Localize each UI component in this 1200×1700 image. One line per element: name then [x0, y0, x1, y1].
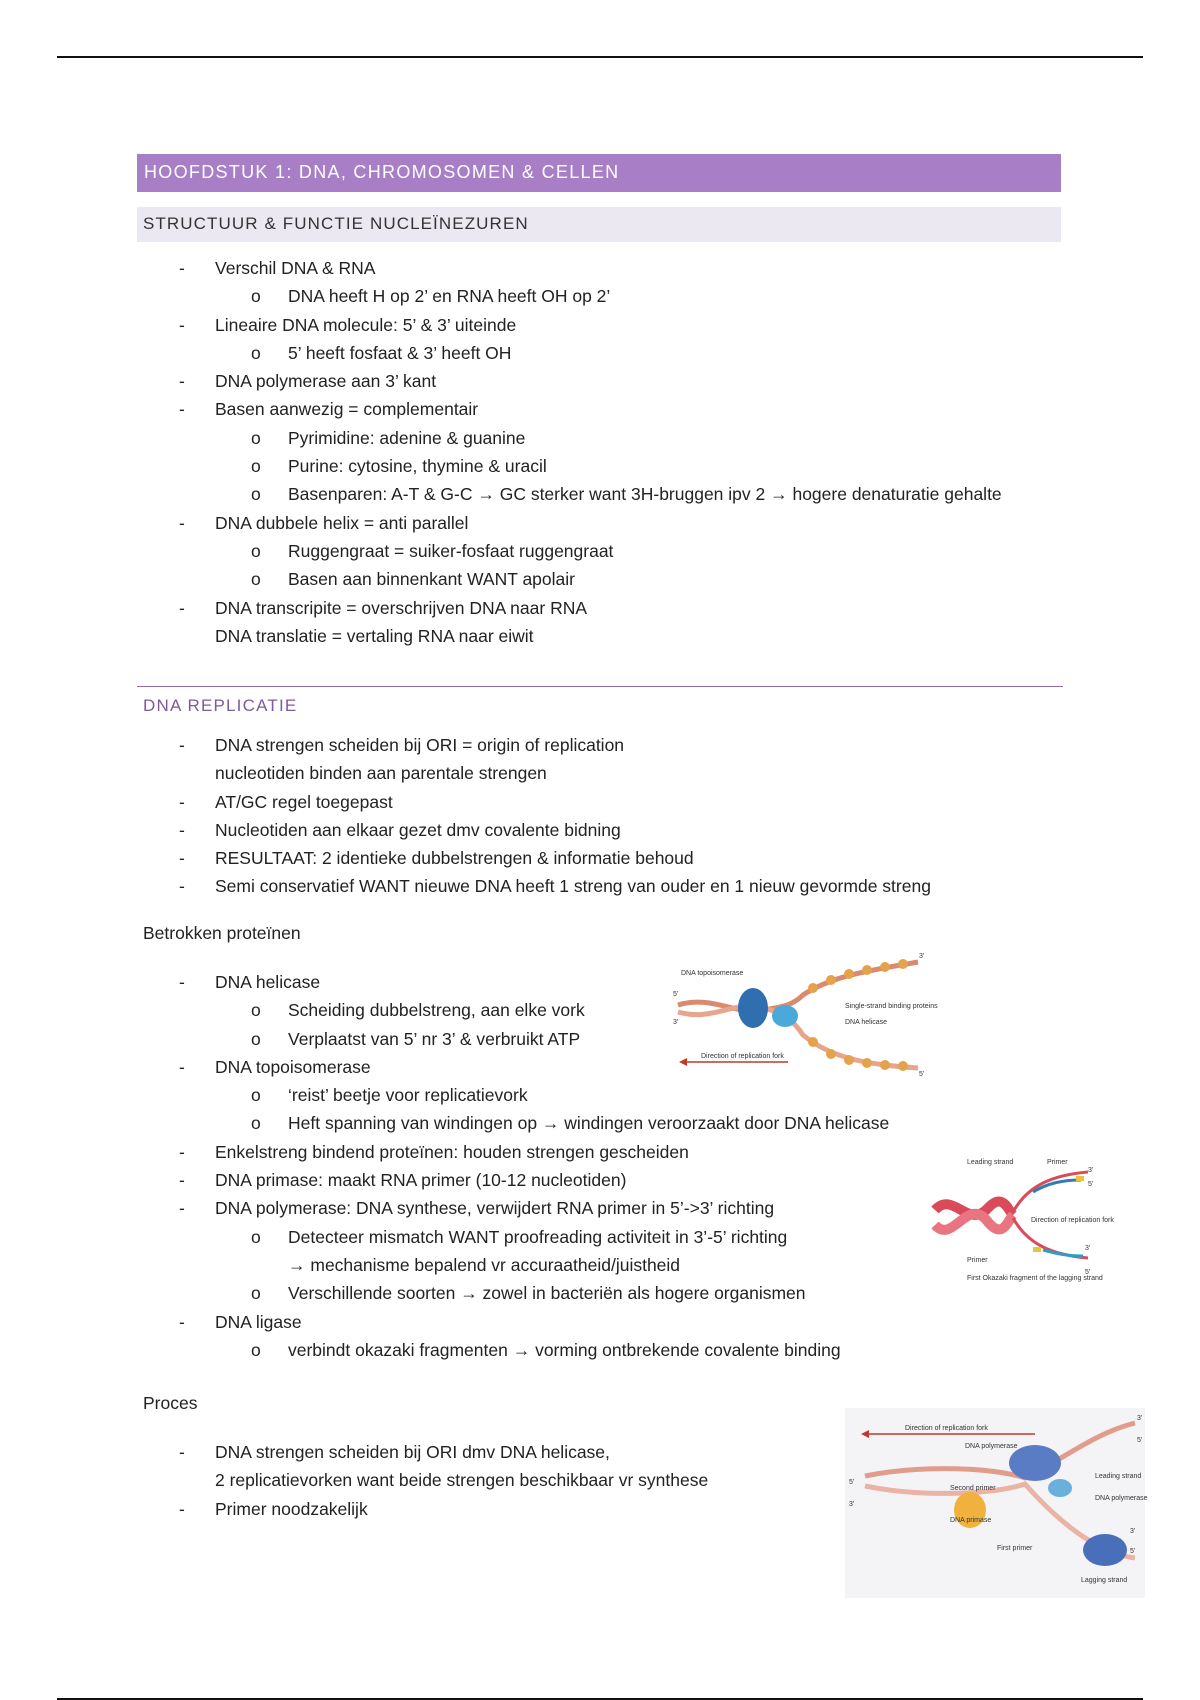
list-item: o Detecteer mismatch WANT proofreading activiteit in 3’-5’ richting — [251, 1226, 788, 1247]
chapter-heading: HOOFDSTUK 1: DNA, CHROMOSOMEN & CELLEN — [137, 154, 1061, 192]
label-5prime: 5' — [1130, 1548, 1136, 1555]
header-rule — [57, 56, 1143, 58]
figure-leading-lagging — [933, 1150, 1114, 1300]
list-item: 2 replicatievorken want beide strengen beschikbaar vr synthese — [215, 1470, 709, 1491]
list-item: o ‘reist’ beetje voor replicatievork — [251, 1085, 528, 1106]
label-3prime: 3' — [673, 1019, 679, 1026]
list-item: nucleotiden binden aan parentale strengen — [215, 763, 547, 784]
section1-list — [143, 254, 1063, 650]
list-item: - Nucleotiden aan elkaar gezet dmv covalente bidning — [179, 819, 621, 840]
label-direction: Direction of replication fork — [701, 1053, 784, 1060]
list-item: o Purine: cytosine, thymine & uracil — [251, 456, 547, 477]
list-item: o Verschillende soorten → zowel in bacteriën als hogere organismen — [251, 1283, 806, 1304]
label-primer: Primer — [1047, 1159, 1068, 1166]
label-first-primer: First primer — [997, 1545, 1033, 1552]
label-3prime: 3' — [1137, 1415, 1143, 1422]
label-5prime: 5' — [849, 1479, 855, 1486]
list-item: o Basen aan binnenkant WANT apolair — [251, 569, 575, 590]
section2-list — [143, 731, 1063, 901]
label-topoisomerase: DNA topoisomerase — [681, 970, 744, 977]
list-item: - Primer noodzakelijk — [179, 1498, 368, 1519]
list-item: - RESULTAAT: 2 identieke dubbelstrengen & informatie behoud — [179, 848, 694, 869]
label-3prime: 3' — [1088, 1167, 1094, 1174]
label-3prime: 3' — [1085, 1245, 1091, 1252]
list-item: - Lineaire DNA molecule: 5’ & 3’ uiteinde — [179, 314, 517, 335]
label-5prime: 5' — [1085, 1269, 1091, 1276]
label-direction: Direction of replication fork — [905, 1425, 988, 1432]
label-lagging-strand: Lagging strand — [1081, 1577, 1128, 1584]
section-heading-replication: DNA REPLICATIE — [137, 686, 1063, 716]
label-3prime: 3' — [919, 953, 925, 960]
list-item: - AT/GC regel toegepast — [179, 791, 393, 812]
list-item: o Verplaatst van 5’ nr 3’ & verbruikt ATP — [251, 1028, 581, 1049]
list-item: - DNA strengen scheiden bij ORI dmv DNA helicase, — [179, 1442, 610, 1462]
label-leading-strand: Leading strand — [967, 1159, 1014, 1166]
label-second-primer: Second primer — [950, 1485, 996, 1492]
list-item: - DNA transcripite = overschrijven DNA naar RNA — [179, 597, 588, 618]
label-dna-primase: DNA primase — [950, 1517, 992, 1524]
label-3prime: 3' — [1130, 1528, 1136, 1535]
list-item: o 5’ heeft fosfaat & 3’ heeft OH — [251, 342, 512, 363]
label-ssb: Single-strand binding proteins — [845, 1003, 938, 1010]
label-5prime: 5' — [1137, 1437, 1143, 1444]
list-item: - Semi conservatief WANT nieuwe DNA heeft 1 streng van ouder en 1 nieuw gevormde streng — [179, 876, 931, 897]
list-item: - DNA strengen scheiden bij ORI = origin of replication — [179, 735, 625, 755]
list-item: - DNA dubbele helix = anti parallel — [179, 512, 469, 533]
label-dna-polymerase: DNA polymerase — [965, 1443, 1018, 1450]
label-primer: Primer — [967, 1257, 988, 1264]
proteins-heading: Betrokken proteïnen — [143, 923, 301, 943]
list-item: o Scheiding dubbelstreng, aan elke vork — [251, 1000, 585, 1021]
list-item: - Verschil DNA & RNA — [179, 258, 376, 278]
label-3prime: 3' — [849, 1501, 855, 1508]
label-5prime: 5' — [919, 1071, 925, 1078]
list-item: - Basen aanwezig = complementair — [179, 399, 479, 420]
figure-replication-fork — [845, 1408, 1148, 1598]
list-item: o Heft spanning van windingen op → windingen veroorzaakt door DNA helicase — [251, 1113, 890, 1134]
label-helicase: DNA helicase — [845, 1019, 888, 1026]
label-5prime: 5' — [673, 991, 679, 998]
list-item: DNA translatie = vertaling RNA naar eiwit — [215, 625, 534, 646]
figure-helicase-topoisomerase — [673, 950, 938, 1080]
list-item: o Ruggengraat = suiker-fosfaat ruggengraat — [251, 540, 614, 561]
list-item: o DNA heeft H op 2’ en RNA heeft OH op 2’ — [251, 286, 611, 307]
list-item: - Enkelstreng bindend proteïnen: houden strengen gescheiden — [179, 1141, 689, 1162]
list-item: - DNA polymerase: DNA synthese, verwijdert RNA primer in 5’->3’ richting — [179, 1198, 775, 1219]
label-dna-polymerase: DNA polymerase — [1095, 1495, 1148, 1502]
list-item: - DNA ligase — [179, 1311, 302, 1332]
list-item: - DNA helicase — [179, 972, 321, 992]
label-5prime: 5' — [1088, 1181, 1094, 1188]
label-leading-strand: Leading strand — [1095, 1473, 1142, 1480]
list-item: → mechanisme bepalend vr accuraatheid/juistheid — [288, 1254, 681, 1275]
list-item: o verbindt okazaki fragmenten → vorming ontbrekende covalente binding — [251, 1339, 841, 1360]
list-item: o Basenparen: A-T & G-C → GC sterker want 3H-bruggen ipv 2 → hogere denaturatie gehalte — [251, 484, 1002, 505]
label-direction: Direction of replication fork — [1031, 1217, 1114, 1224]
list-item: - DNA topoisomerase — [179, 1056, 371, 1077]
label-okazaki: First Okazaki fragment of the lagging strand — [967, 1275, 1103, 1282]
list-item: o Pyrimidine: adenine & guanine — [251, 427, 526, 448]
section-heading-structure: STRUCTUUR & FUNCTIE NUCLEÏNEZUREN — [137, 207, 1061, 242]
list-item: - DNA primase: maakt RNA primer (10-12 nucleotiden) — [179, 1170, 627, 1191]
process-heading: Proces — [143, 1393, 198, 1413]
list-item: - DNA polymerase aan 3’ kant — [179, 371, 437, 392]
